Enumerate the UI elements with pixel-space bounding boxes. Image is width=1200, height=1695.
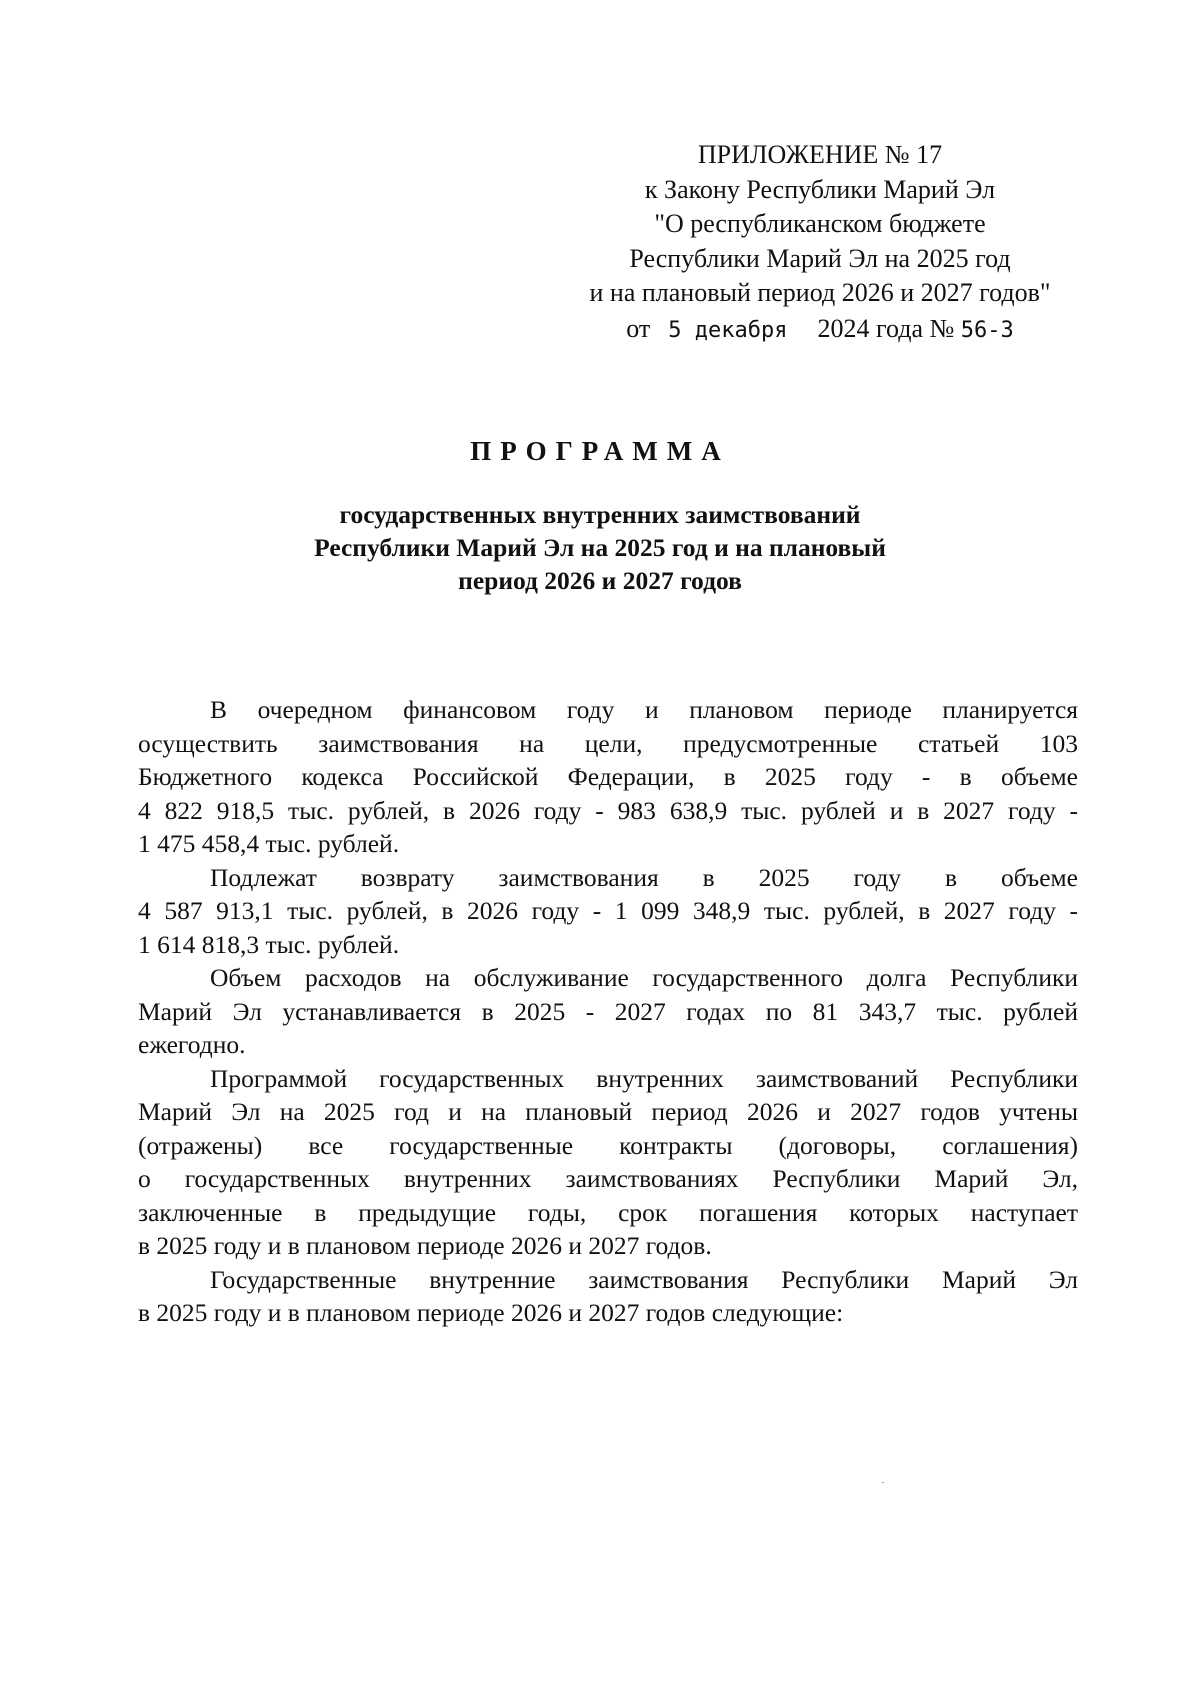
paragraph-debt-service <box>138 961 1078 1062</box>
date-year: 2024 года № <box>817 313 955 343</box>
document-title: ПРОГРАММА <box>470 436 730 466</box>
paragraph-line: 4 822 918,5 тыс. рублей, в 2026 году - 983 638,9 тыс. рублей и в 2027 году - <box>138 795 1078 825</box>
paragraph-line: Программой государственных внутренних заимствований Республики <box>210 1063 1078 1093</box>
date-prefix: от <box>626 313 651 343</box>
subtitle-line-3: период 2026 и 2027 годов <box>458 566 742 595</box>
appendix-date-line <box>570 312 1070 349</box>
paragraph-line: Бюджетного кодекса Российской Федерации, в 2025 году - в объеме <box>138 762 1078 791</box>
paragraph-line: в 2025 году и в плановом периоде 2026 и 2027 годов. <box>138 1231 712 1260</box>
paragraph-line: осуществить заимствования на цели, предусмотренные статьей 103 <box>138 728 1078 758</box>
subtitle-line-2: Республики Марий Эл на 2025 год и на плановый <box>314 533 886 562</box>
paragraph-line: о государственных внутренних заимствованиях Республики Марий Эл, <box>138 1164 1078 1193</box>
paragraph-line: В очередном финансовом году и плановом периоде планируется <box>210 695 1078 724</box>
subtitle-line-1: государственных внутренних заимствований <box>339 500 861 529</box>
paragraph-repayment <box>138 861 1078 962</box>
date-day-month: 5 декабря <box>668 317 788 343</box>
paragraph-line: в 2025 году и в плановом периоде 2026 и 2027 годов следующие: <box>138 1298 844 1327</box>
appendix-law-reference: к Закону Республики Марий Эл <box>644 174 996 204</box>
paragraph-borrowings-list-intro <box>138 1263 1078 1330</box>
appendix-law-title-1: "О республиканском бюджете <box>654 209 986 238</box>
document-subtitle <box>230 498 970 597</box>
paragraph-line: заключенные в предыдущие годы, срок погашения которых наступает <box>138 1197 1078 1227</box>
law-number: 56-З <box>960 317 1014 343</box>
paragraph-line: Подлежат возврату заимствования в 2025 году в объеме <box>210 862 1078 892</box>
appendix-header <box>570 138 1070 348</box>
paragraph-line: Объем расходов на обслуживание государственного долга Республики <box>210 963 1078 992</box>
appendix-number: ПРИЛОЖЕНИЕ № 17 <box>697 140 943 169</box>
appendix-law-title-3: и на плановый период 2026 и 2027 годов" <box>589 278 1051 307</box>
document-body <box>138 693 1078 1330</box>
paragraph-line: Государственные внутренние заимствования Республики Марий Эл <box>210 1264 1078 1294</box>
paragraph-line: (отражены) все государственные контракты (договоры, соглашения) <box>138 1130 1078 1160</box>
paragraph-contracts <box>138 1062 1078 1263</box>
paragraph-line: ежегодно. <box>138 1030 246 1059</box>
paragraph-line: 1 614 818,3 тыс. рублей. <box>138 929 400 959</box>
paragraph-borrowing-volumes <box>138 693 1078 861</box>
appendix-law-title-2: Республики Марий Эл на 2025 год <box>629 243 1011 273</box>
scan-artifact-dot <box>882 1482 884 1483</box>
paragraph-line: Марий Эл на 2025 год и на плановый период 2026 и 2027 годов учтены <box>138 1097 1078 1126</box>
paragraph-line: 4 587 913,1 тыс. рублей, в 2026 году - 1 099 348,9 тыс. рублей, в 2027 году - <box>138 896 1078 925</box>
paragraph-line: 1 475 458,4 тыс. рублей. <box>138 829 400 858</box>
paragraph-line: Марий Эл устанавливается в 2025 - 2027 годах по 81 343,7 тыс. рублей <box>138 996 1078 1026</box>
